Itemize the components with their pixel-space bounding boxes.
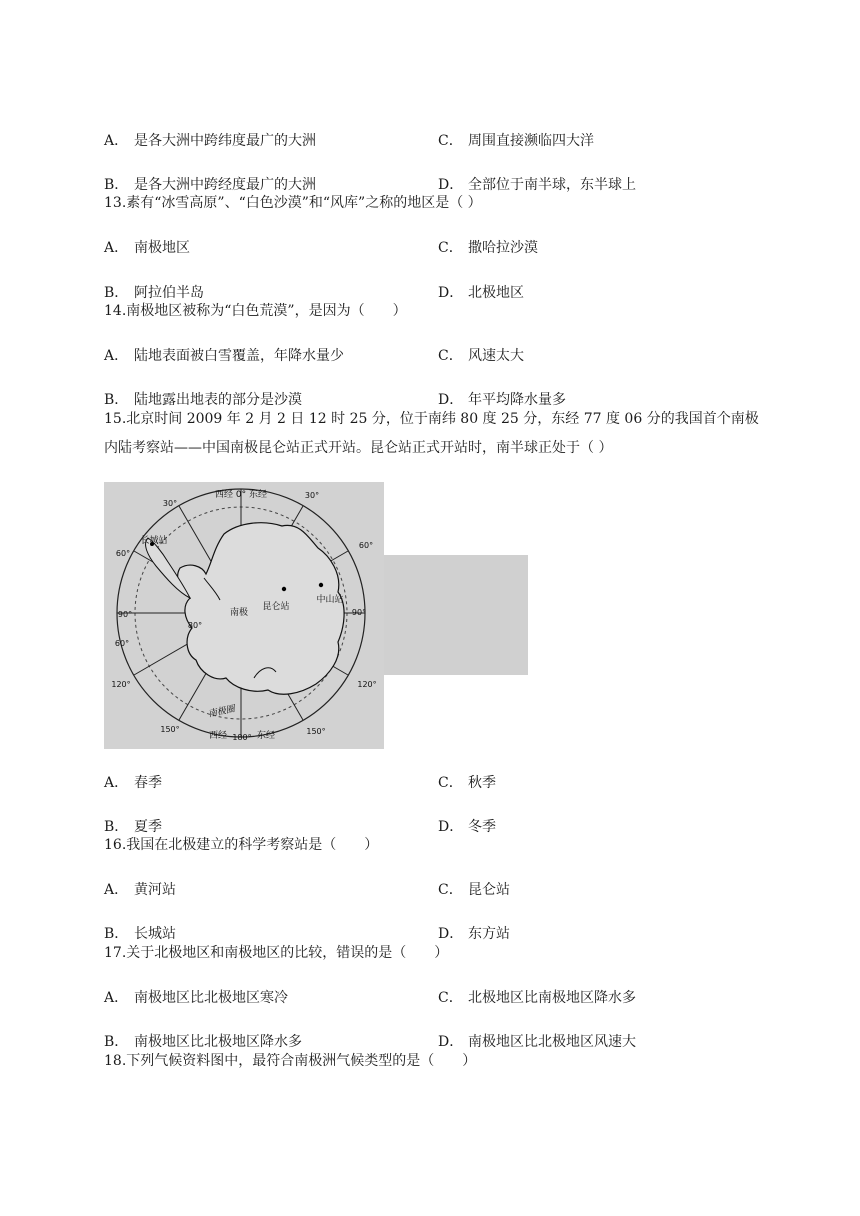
q12-option-d: D． 全部位于南半球，东半球上	[438, 177, 636, 193]
q16-option-d: D． 东方站	[438, 926, 510, 942]
map-bottom-left-label: 西经	[208, 731, 228, 741]
map-deg-90-right: 90°	[351, 608, 367, 617]
q17-stem: 17.关于北极地区和南极地区的比较，错误的是（ ）	[104, 945, 449, 961]
map-deg-30-right: 30°	[304, 491, 320, 500]
map-changcheng-label: 长城站	[140, 536, 168, 546]
map-lat-80-label: 80°	[187, 621, 203, 630]
map-deg-120-right: 120°	[357, 680, 377, 689]
q16-option-c: C． 昆仑站	[438, 882, 510, 898]
map-antarctic-circle-label: 南极圈	[207, 704, 236, 720]
q15-option-b: B． 夏季	[104, 819, 162, 835]
map-top-label: 西经 0° 东经	[215, 490, 267, 500]
q17-option-c: C． 北极地区比南极地区降水多	[438, 990, 636, 1006]
q13-option-c: C． 撒哈拉沙漠	[438, 240, 538, 256]
map-deg-150-left: 150°	[160, 725, 180, 734]
grey-placeholder-box	[384, 555, 528, 675]
map-deg-30-left: 30°	[162, 499, 178, 508]
q13-option-d: D． 北极地区	[438, 285, 524, 301]
q15-option-d: D． 冬季	[438, 819, 496, 835]
q15-option-c: C． 秋季	[438, 775, 496, 791]
map-deg-60-left: 60°	[115, 549, 131, 558]
q12-option-c: C． 周围直接濒临四大洋	[438, 133, 594, 149]
map-deg-90-left: 90°	[117, 610, 133, 619]
map-zhongshan-label: 中山站	[316, 595, 344, 605]
antarctica-map	[104, 482, 384, 749]
q15-stem-line2: 内陆考察站——中国南极昆仑站正式开站。昆仑站正式开站时，南半球正处于（ ）	[104, 440, 613, 456]
q16-option-a: A． 黄河站	[104, 882, 176, 898]
map-deg-150-right: 150°	[306, 727, 326, 736]
q15-stem-line1: 15.北京时间 2009 年 2 月 2 日 12 时 25 分，位于南纬 80 度 25 分，东经 77 度 06 分的我国首个南极	[104, 411, 759, 427]
map-bottom-mid-label: 180°	[232, 733, 252, 742]
q16-option-b: B． 长城站	[104, 926, 176, 942]
map-bottom-right-label: 东经	[256, 731, 276, 741]
q13-stem: 13.素有“冰雪高原”、“白色沙漠”和“风库”之称的地区是（ ）	[104, 195, 482, 211]
q12-option-a: A． 是各大洲中跨纬度最广的大洲	[104, 133, 316, 149]
q14-option-a: A． 陆地表面被白雪覆盖，年降水量少	[104, 348, 344, 364]
map-kunlun-label: 昆仑站	[262, 602, 290, 612]
map-deg-60-right: 60°	[358, 541, 374, 550]
q13-option-b: B． 阿拉伯半岛	[104, 285, 204, 301]
q12-option-b: B． 是各大洲中跨经度最广的大洲	[104, 177, 316, 193]
map-pole-label: 南极	[229, 608, 249, 618]
q17-option-b: B． 南极地区比北极地区降水多	[104, 1034, 302, 1050]
q14-stem: 14.南极地区被称为“白色荒漠”，是因为（ ）	[104, 303, 407, 319]
q13-option-a: A． 南极地区	[104, 240, 190, 256]
q14-option-d: D． 年平均降水量多	[438, 392, 566, 408]
q14-option-c: C． 风速太大	[438, 348, 524, 364]
q18-stem: 18.下列气候资料图中，最符合南极洲气候类型的是（ ）	[104, 1053, 477, 1069]
map-deg-120-left: 120°	[111, 680, 131, 689]
q17-option-a: A． 南极地区比北极地区寒冷	[104, 990, 288, 1006]
q16-stem: 16.我国在北极建立的科学考察站是（ ）	[104, 837, 379, 853]
q15-option-a: A． 春季	[104, 775, 162, 791]
q17-option-d: D． 南极地区比北极地区风速大	[438, 1034, 636, 1050]
map-lat-60-label: 60°	[114, 639, 130, 648]
q14-option-b: B． 陆地露出地表的部分是沙漠	[104, 392, 302, 408]
